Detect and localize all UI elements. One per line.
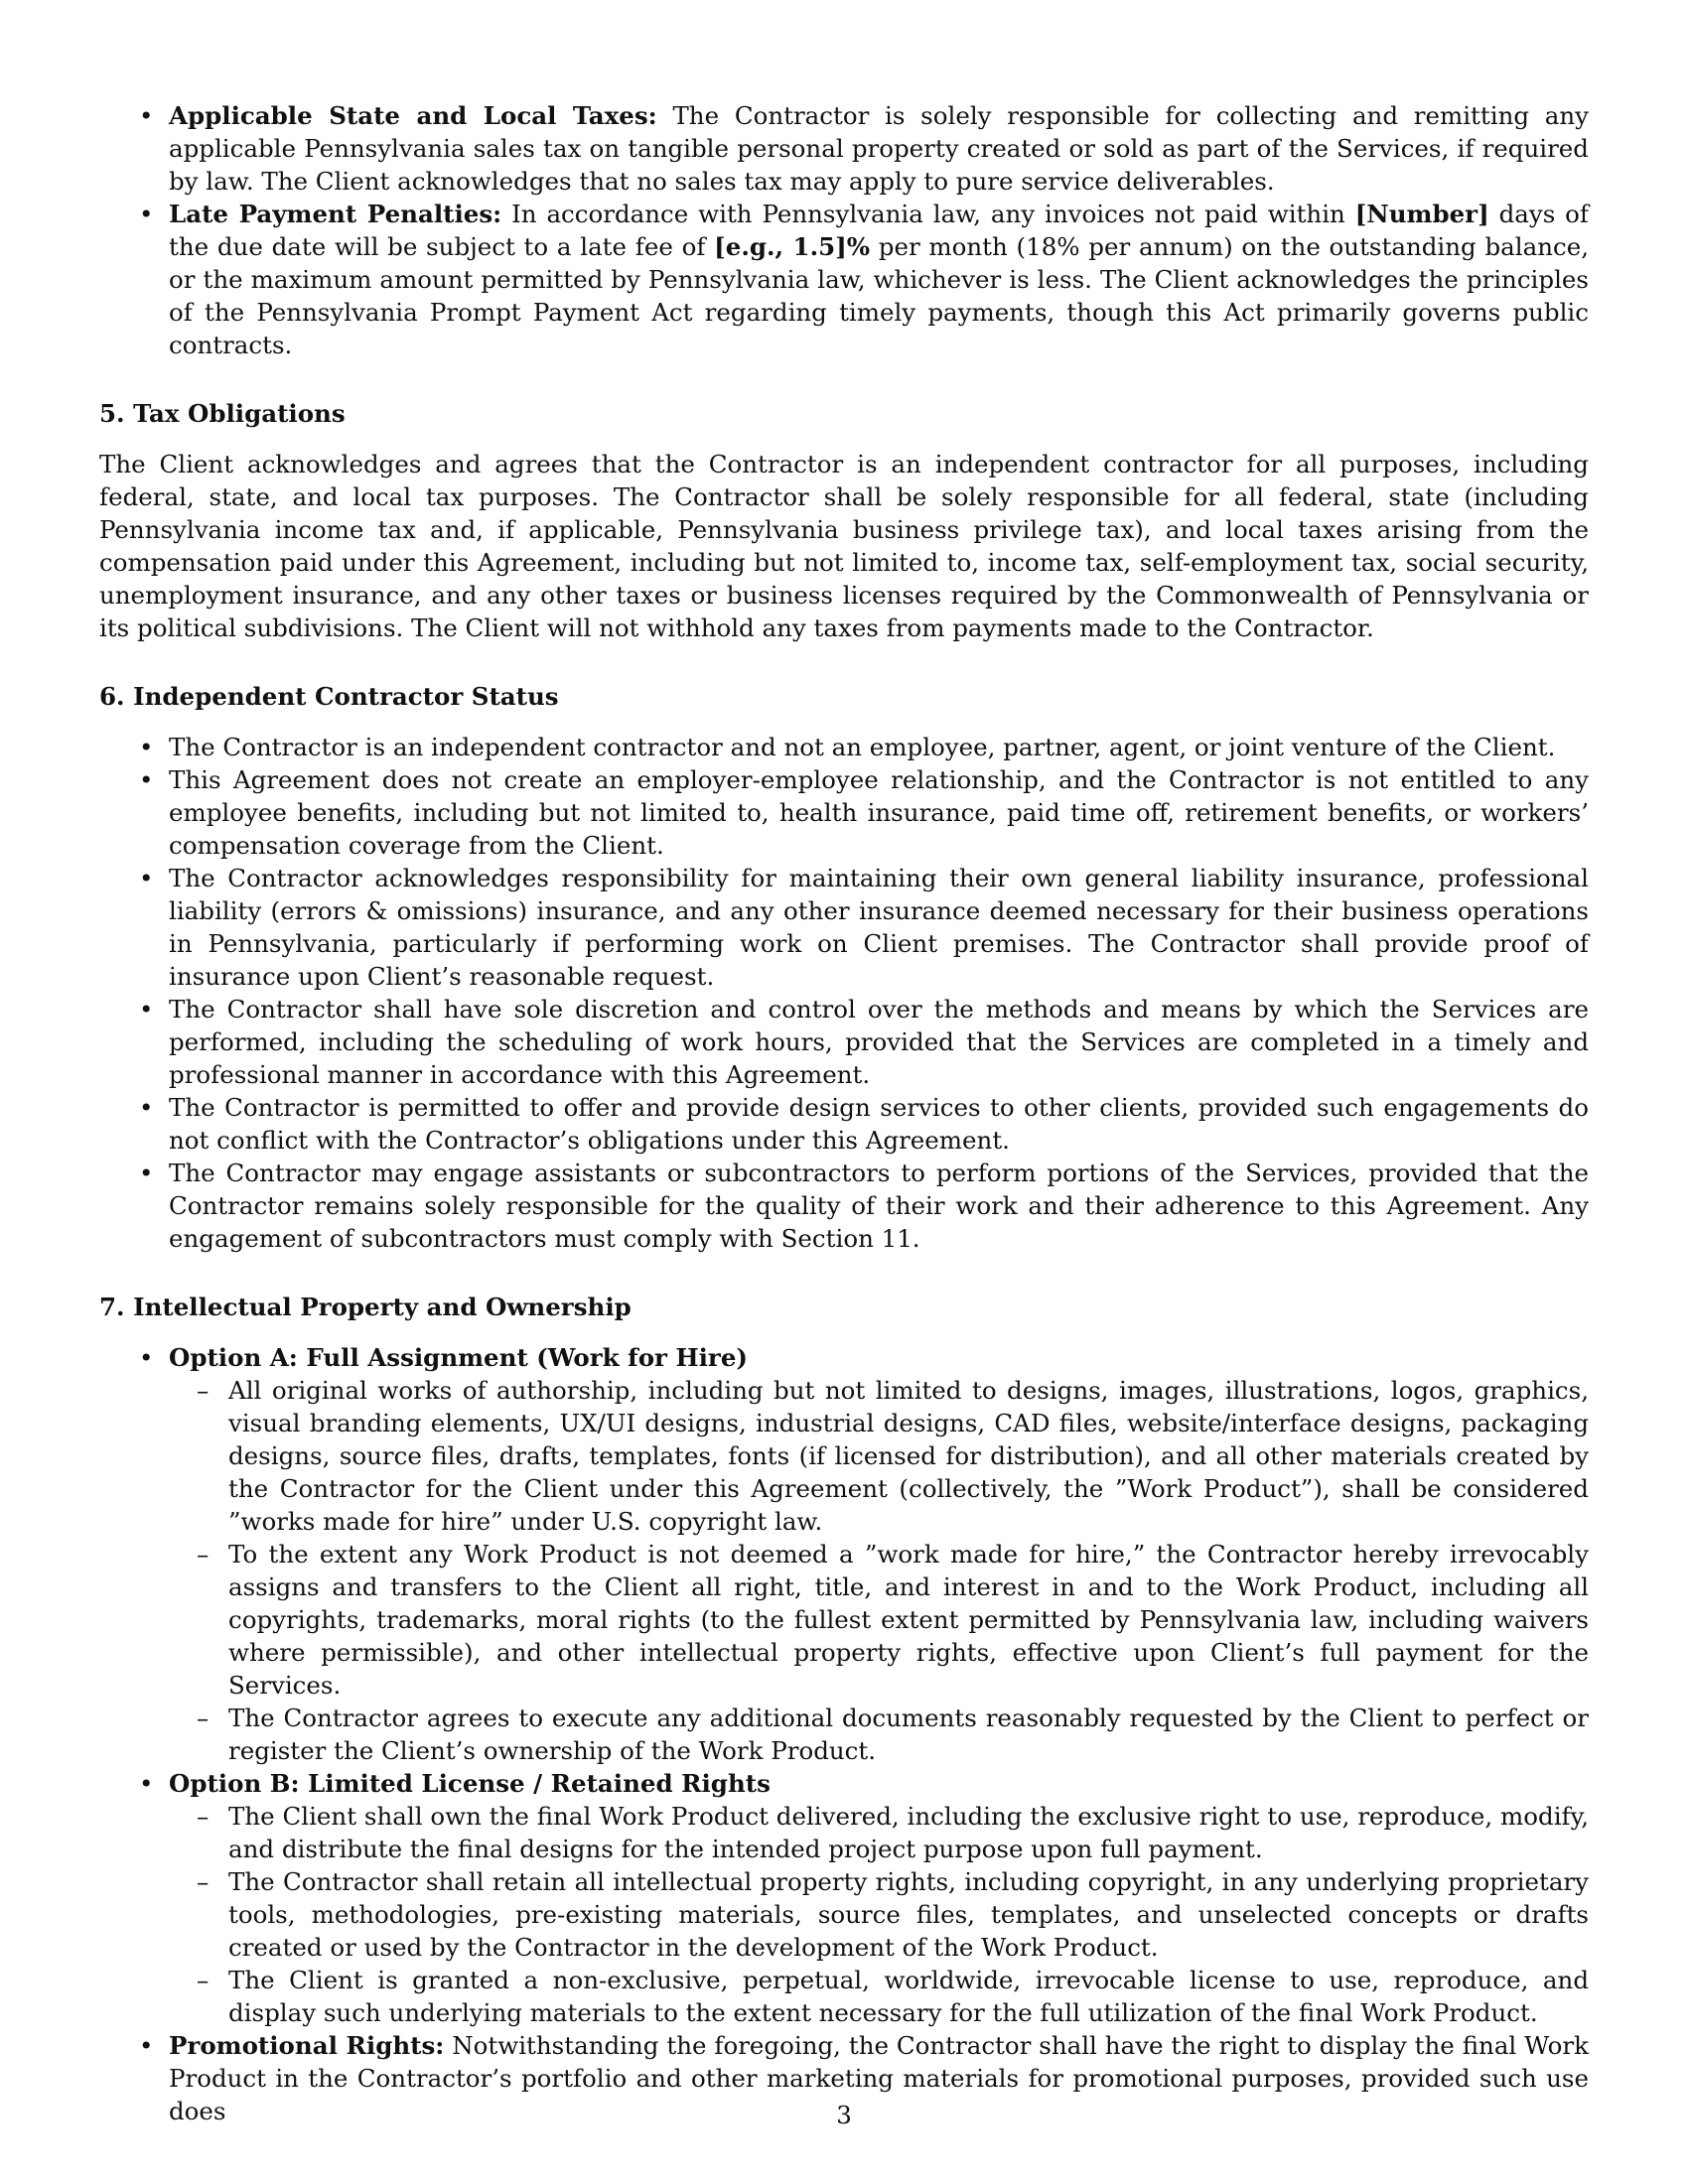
sublist-item: – The Client is granted a non-exclusive, perpetual, worldwide, irrevocable license to use, reproduce, and display such underlying materials to the extent necessary for the full utilization of the final Work Product. bbox=[169, 1964, 1589, 2029]
independent-contractor-list bbox=[99, 731, 1589, 1255]
option-a-sublist bbox=[169, 1374, 1589, 1767]
option-a-title: Option A: Full Assignment (Work for Hire) bbox=[169, 1343, 749, 1372]
section-heading-tax-obligations: 5. Tax Obligations bbox=[99, 399, 346, 428]
bullet-text: The Contractor is solely responsible for collecting and remitting any applicable Pennsylvania sales tax on tangible personal property created or sold as part of the Services, if required by law. The Client acknowledges that no sales tax may apply to pure service deliverables. bbox=[169, 101, 1590, 196]
bullet-lead: Applicable State and Local Taxes: bbox=[169, 101, 657, 130]
list-item-option-a bbox=[99, 1341, 1589, 1767]
bullet-lead: Late Payment Penalties: bbox=[169, 200, 502, 228]
sublist-item: – The Client shall own the final Work Product delivered, including the exclusive right to use, reproduce, modify, and distribute the final designs for the intended project purpose upon full payment. bbox=[169, 1800, 1589, 1865]
list-item: • The Contractor acknowledges responsibility for maintaining their own general liability insurance, professional liability (errors & omissions) insurance, and any other insurance deemed necessary for their business operations in Pennsylvania, particularly if performing work on Client premises. The Contractor shall provide proof of insurance upon Client’s reasonable request. bbox=[99, 862, 1589, 993]
page-number: 3 bbox=[836, 2101, 852, 2129]
placeholder-number: [Number] bbox=[1354, 200, 1489, 228]
payment-terms-list bbox=[99, 99, 1589, 361]
section-body-tax-obligations: The Client acknowledges and agrees that the Contractor is an independent contractor for all purposes, including federal, state, and local tax purposes. The Contractor shall be solely responsible for all federal, state (including Pennsylvania income tax and, if applicable, Pennsylvania business privilege tax), and local taxes arising from the compensation paid under this Agreement, including but not limited to, income tax, self-employment tax, social security, unemployment insurance, and any other taxes or business licenses required by the Commonwealth of Pennsylvania or its political subdivisions. The Client will not withhold any taxes from payments made to the Contractor. bbox=[99, 450, 1589, 642]
promo-lead: Promotional Rights: bbox=[169, 2031, 445, 2060]
list-item: • The Contractor is an independent contractor and not an employee, partner, agent, or joint venture of the Client. bbox=[99, 731, 1589, 763]
list-item: • The Contractor is permitted to offer and provide design services to other clients, provided such engagements do not conflict with the Contractor’s obligations under this Agreement. bbox=[99, 1091, 1589, 1157]
sublist-item: – The Contractor shall retain all intellectual property rights, including copyright, in any underlying proprietary tools, methodologies, pre-existing materials, source files, templates, and unselected concepts or drafts created or used by the Contractor in the development of the Work Product. bbox=[169, 1865, 1589, 1964]
list-item: • The Contractor shall have sole discretion and control over the methods and means by which the Services are performed, including the scheduling of work hours, provided that the Services are completed in a timely and professional manner in accordance with this Agreement. bbox=[99, 993, 1589, 1091]
section-heading-independent-contractor: 6. Independent Contractor Status bbox=[99, 682, 559, 711]
section-heading-intellectual-property: 7. Intellectual Property and Ownership bbox=[99, 1293, 632, 1321]
sublist-item: – To the extent any Work Product is not deemed a ”work made for hire,” the Contractor hereby irrevocably assigns and transfers to the Client all right, title, and interest in and to the Work Product, including all copyrights, trademarks, moral rights (to the fullest extent permitted by Pennsylvania law, including waivers where permissible), and other intellectual property rights, effective upon Client’s full payment for the Services. bbox=[169, 1538, 1589, 1702]
option-b-title: Option B: Limited License / Retained Rights bbox=[169, 1769, 771, 1798]
list-item bbox=[99, 198, 1589, 361]
bullet-text: per month (18% per annum) on the outstanding balance, or the maximum amount permitted by Pennsylvania law, whichever is less. The Client acknowledges the principles of the Pennsylvania Prompt Payment Act regarding timely payments, though this Act primarily governs public contracts. bbox=[169, 232, 1589, 359]
list-item bbox=[99, 99, 1589, 198]
list-item: • The Contractor may engage assistants or subcontractors to perform portions of the Services, provided that the Contractor remains solely responsible for the quality of their work and their adherence to this Agreement. Any engagement of subcontractors must comply with Section 11. bbox=[99, 1157, 1589, 1255]
bullet-text: days of the due date will be subject to a late fee of bbox=[169, 200, 1589, 261]
promo-text: Notwithstanding the foregoing, the Contractor shall have the right to display the final Work Product in the Contractor’s portfolio and other marketing materials for promotional purposes, provided such use does bbox=[169, 2031, 1589, 2125]
intellectual-property-list bbox=[99, 1341, 1589, 2127]
bullet-text: In accordance with Pennsylvania law, any invoices not paid within bbox=[501, 200, 1355, 228]
sublist-item: – The Contractor agrees to execute any additional documents reasonably requested by the Client to perfect or register the Client’s ownership of the Work Product. bbox=[169, 1702, 1589, 1767]
placeholder-rate: [e.g., 1.5]% bbox=[714, 232, 871, 261]
option-b-sublist bbox=[169, 1800, 1589, 2029]
sublist-item: – All original works of authorship, including but not limited to designs, images, illustrations, logos, graphics, visual branding elements, UX/UI designs, industrial designs, CAD files, website/interface designs, packaging designs, source files, drafts, templates, fonts (if licensed for distribution), and all other materials created by the Contractor for the Client under this Agreement (collectively, the ”Work Product”), shall be considered ”works made for hire” under U.S. copyright law. bbox=[169, 1374, 1589, 1538]
list-item-option-b bbox=[99, 1767, 1589, 2029]
document-page bbox=[99, 99, 1589, 2127]
list-item: • This Agreement does not create an employer-employee relationship, and the Contractor is not entitled to any employee benefits, including but not limited to, health insurance, paid time off, retirement benefits, or workers’ compensation coverage from the Client. bbox=[99, 763, 1589, 862]
